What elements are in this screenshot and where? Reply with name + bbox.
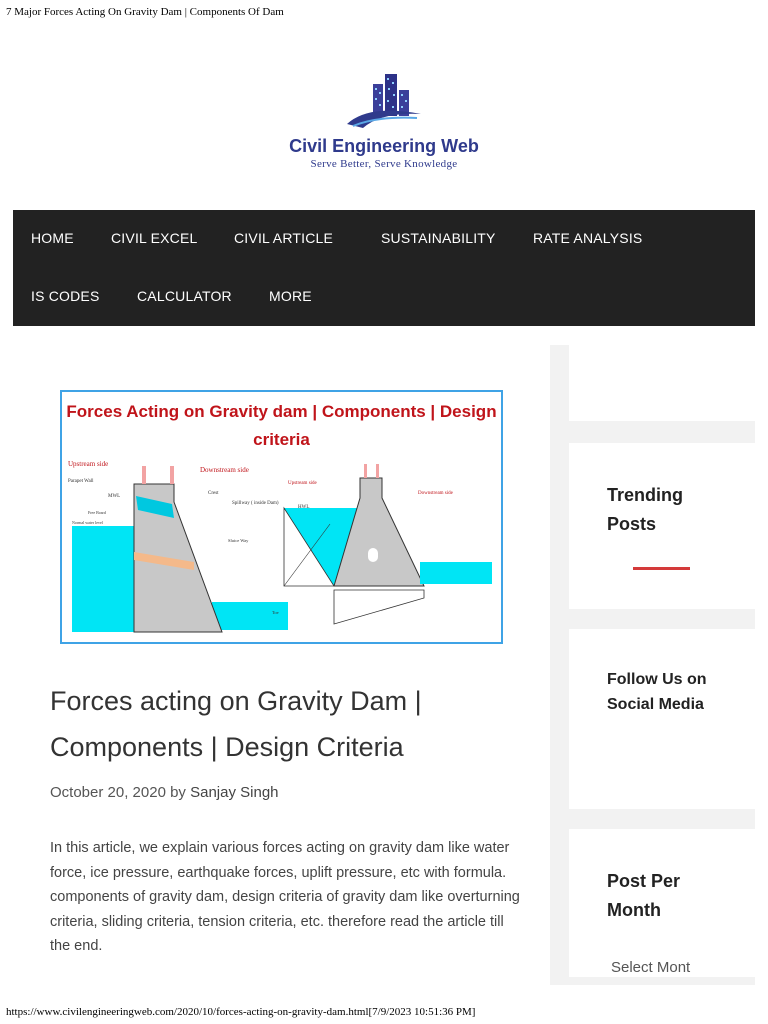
post-per-month-heading: Post Per Month: [607, 871, 681, 920]
nav-item-more[interactable]: MORE: [269, 288, 312, 304]
sidebar-widget-follow: [569, 629, 755, 809]
label-spillway: Spillway ( inside Dam): [232, 501, 279, 506]
nav-item-sustainability[interactable]: SUSTAINABILITY: [381, 230, 496, 246]
main-navigation: [13, 210, 755, 326]
print-header: 7 Major Forces Acting On Gravity Dam | Components Of Dam: [6, 6, 284, 18]
city-buildings-logo-icon: [329, 70, 439, 132]
label-downstream-left: Downstream side: [200, 466, 249, 474]
label-sluice: Sluice Way: [228, 538, 249, 543]
label-mwl: MWL: [108, 494, 121, 499]
post-author[interactable]: Sanjay Singh: [190, 784, 279, 801]
nav-item-civil-excel[interactable]: CIVIL EXCEL: [111, 230, 198, 246]
label-parapet: Parapet Wall: [68, 479, 94, 484]
label-hwl: HWL: [298, 505, 310, 510]
nav-item-is-codes[interactable]: IS CODES: [31, 288, 100, 304]
nav-item-home[interactable]: HOME: [31, 230, 74, 246]
site-name: Civil Engineering Web: [289, 136, 479, 156]
month-select[interactable]: Select Mont: [611, 959, 691, 976]
sidebar-widget-empty: [569, 345, 755, 421]
site-tagline: Serve Better, Serve Knowledge: [310, 158, 458, 170]
label-crest: Crest: [208, 491, 219, 496]
post-by: by: [170, 784, 186, 801]
sidebar-widget-trending: [569, 443, 755, 609]
featured-image-title-line1: Forces Acting on Gravity dam | Components | Design: [66, 402, 497, 421]
featured-image[interactable]: [60, 390, 503, 644]
heading-underline: [633, 567, 690, 570]
label-downstream-right: Downstream side: [418, 491, 453, 496]
label-toe: Toe: [272, 610, 279, 615]
featured-image-title-line2: criteria: [253, 430, 310, 449]
label-upstream-left: Upstream side: [68, 460, 109, 468]
nav-item-calculator[interactable]: CALCULATOR: [137, 288, 232, 304]
post-excerpt: In this article, we explain various forces acting on gravity dam like water force, ice pressure, earthquake forces, uplift pressure, etc with formula. components of gravity dam, design criteria of gravity dam like overturning criteria, sliding criteria, tension criteria, etc. therefore read the article till the end.: [50, 840, 520, 954]
post-title[interactable]: Forces acting on Gravity Dam | Components | Design Criteria: [50, 686, 422, 762]
nav-item-civil-article[interactable]: CIVIL ARTICLE: [234, 230, 334, 246]
nav-item-rate-analysis[interactable]: RATE ANALYSIS: [533, 230, 643, 246]
post-date[interactable]: October 20, 2020: [50, 784, 166, 801]
label-normal-water: Normal water level: [72, 520, 103, 525]
gravity-dam-diagram: [62, 392, 501, 642]
post-meta: [50, 784, 279, 801]
trending-posts-heading: Trending Posts: [607, 485, 683, 534]
follow-us-heading: Follow Us on Social Media: [607, 671, 707, 713]
print-footer: https://www.civilengineeringweb.com/2020/10/forces-acting-on-gravity-dam.html[7/9/2023 10:51:36 PM]: [6, 1006, 476, 1018]
site-logo[interactable]: [0, 70, 768, 170]
sidebar-widget-archive: [569, 829, 755, 977]
label-free-board: Free Board: [88, 510, 106, 515]
label-upstream-right: Upstream side: [288, 481, 317, 486]
